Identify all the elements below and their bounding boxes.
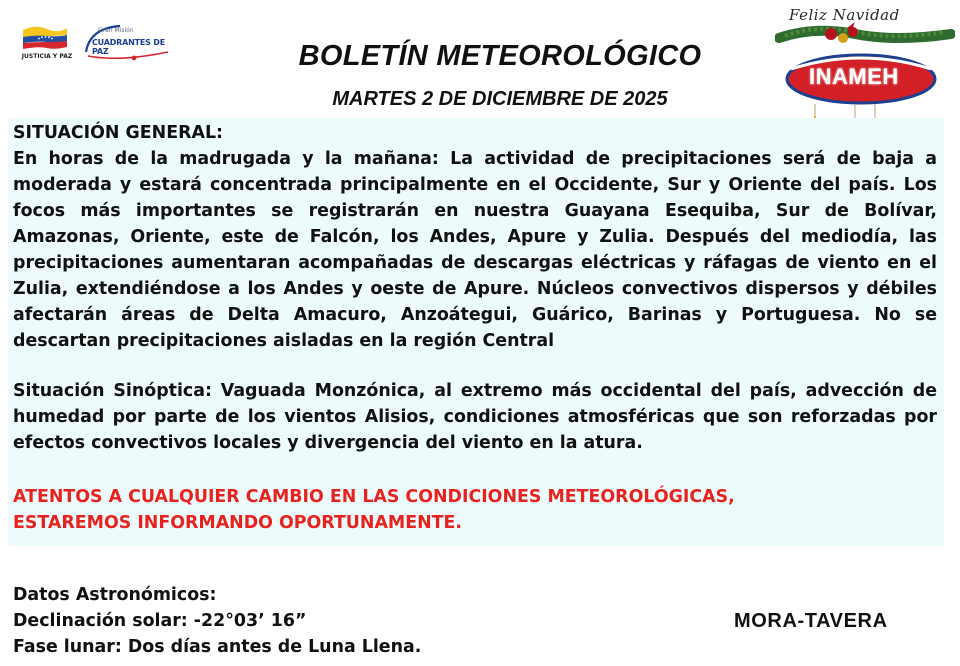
- astronomical-data: [13, 582, 573, 660]
- bulletin-content: [8, 118, 944, 546]
- alert-line-1: ATENTOS A CUALQUIER CAMBIO EN LAS CONDICIONES METEOROLÓGICAS,: [13, 487, 735, 507]
- inameh-brand: INAMEH: [809, 64, 899, 89]
- synoptic-situation-text: Situación Sinóptica: Vaguada Monzónica, al extremo más occidental del país, advección de humedad por parte de los vientos Alisios, condiciones atmosféricas que son reforzadas por efectos convectivos locales y divergencia del viento en la atura.: [13, 381, 937, 453]
- cuadrantes-logo-line1: Gran Misión: [98, 27, 134, 34]
- moon-phase: Fase lunar: Dos días antes de Luna Llena.: [13, 637, 422, 657]
- astronomical-heading: Datos Astronómicos:: [13, 585, 217, 605]
- christmas-greeting: Feliz Navidad: [789, 6, 900, 24]
- alert-line-2: ESTAREMOS INFORMANDO OPORTUNAMENTE.: [13, 513, 462, 533]
- cuadrantes-de-paz-logo: [80, 22, 180, 64]
- solar-declination: Declinación solar: -22°03’ 16”: [13, 611, 307, 631]
- bulletin-title: BOLETÍN METEOROLÓGICO: [298, 40, 702, 72]
- justicia-y-paz-caption: JUSTICIA Y PAZ: [21, 53, 73, 60]
- general-situation-text: En horas de la madrugada y la mañana: La actividad de precipitaciones será de baja a moderada y estará concentrada principalmente en el Occidente, Sur y Oriente del país. Los focos más importantes se registrarán en nuestra Guayana Esequiba, Sur de Bolívar, Amazonas, Oriente, este de Falcón, los Andes, Apure y Zulia. Después del mediodía, las precipitaciones aumentaran acompañadas de descargas eléctricas y ráfagas de viento en el Zulia, extendiéndose a los Andes y oeste de Apure. Núcleos convectivos dispersos y débiles afectarán áreas de Delta Amacuro, Anzoátegui, Guárico, Barinas y Portuguesa. No se descartan precipitaciones aisladas en la región Central: [13, 149, 937, 351]
- bulletin-date: MARTES 2 DE DICIEMBRE DE 2025: [332, 88, 668, 110]
- section-heading: SITUACIÓN GENERAL:: [13, 123, 224, 143]
- alert-message: [13, 484, 937, 536]
- cuadrantes-logo-line2: CUADRANTES DE PAZ: [92, 38, 165, 56]
- justicia-y-paz-logo: [18, 20, 76, 64]
- author-signature: MORA-TAVERA: [734, 610, 888, 632]
- venezuela-flag-icon: [21, 24, 69, 50]
